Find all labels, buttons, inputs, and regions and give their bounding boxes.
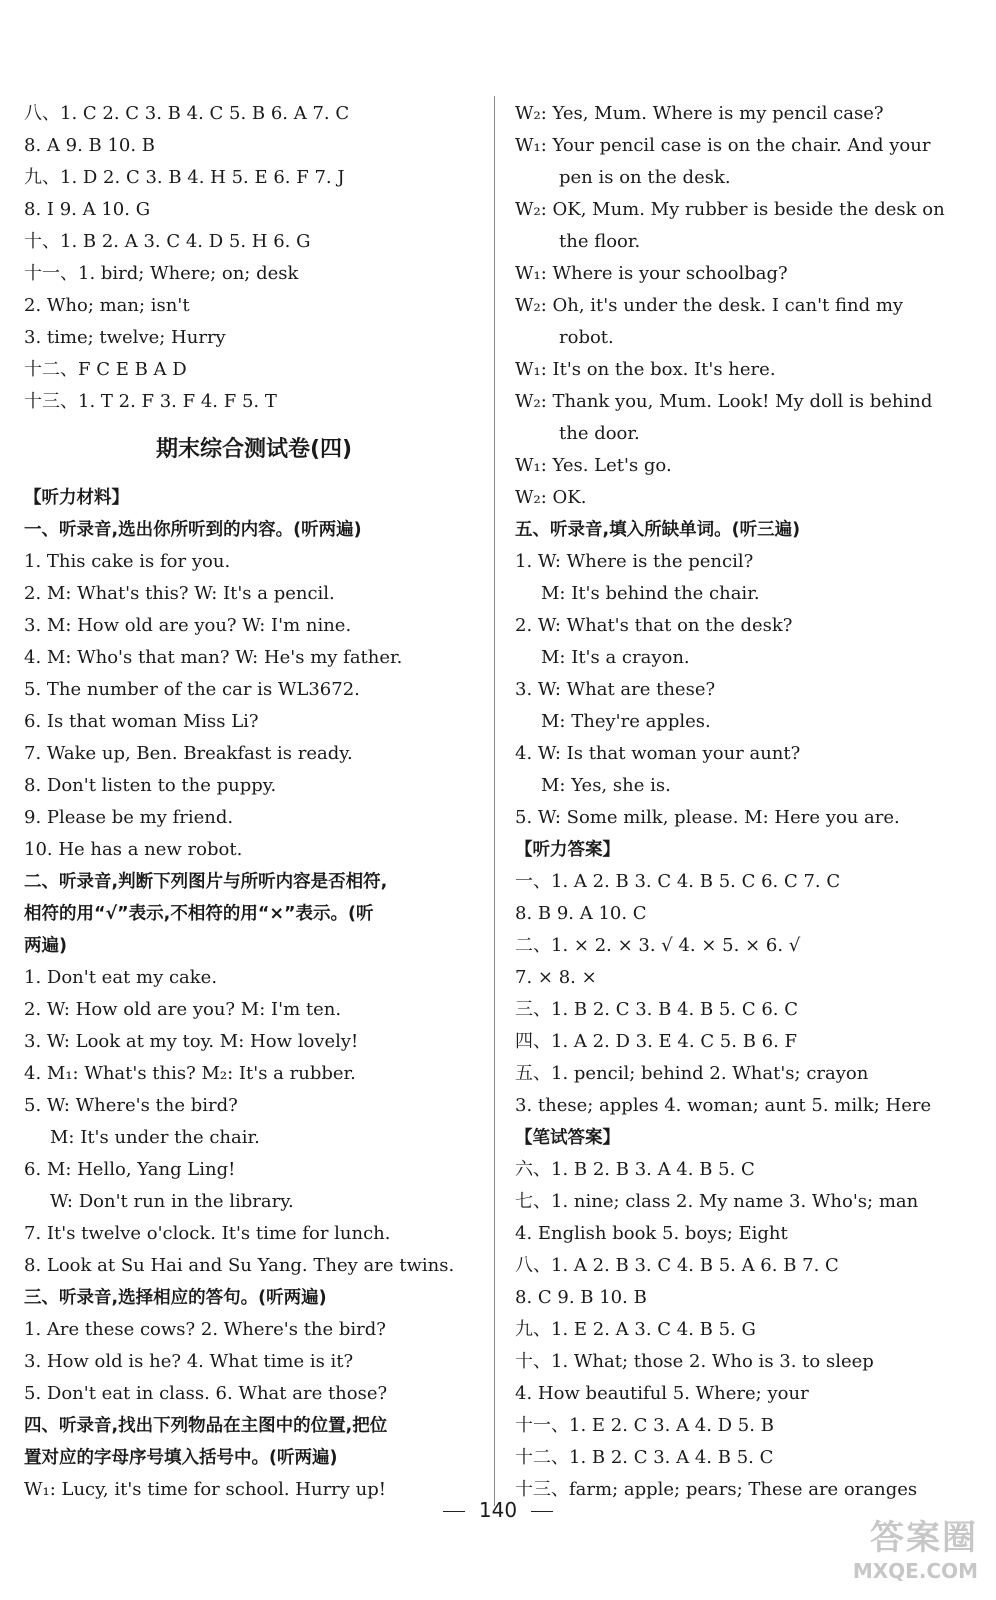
section-heading: 一、听录音,选出你所听到的内容。(听两遍) bbox=[24, 520, 362, 540]
text-line: 4. W: Is that woman your aunt? bbox=[515, 743, 801, 764]
text-line: W₂: OK. bbox=[515, 487, 587, 508]
text-line: 九、1. D 2. C 3. B 4. H 5. E 6. F 7. J bbox=[24, 167, 345, 188]
text-line: M: Yes, she is. bbox=[541, 775, 671, 796]
text-line: 3. How old is he? 4. What time is it? bbox=[24, 1351, 354, 1372]
section-heading: 三、听录音,选择相应的答句。(听两遍) bbox=[24, 1288, 327, 1308]
section-heading: 两遍) bbox=[24, 936, 67, 956]
section-heading: 【听力材料】 bbox=[24, 488, 129, 508]
text-line: 2. W: What's that on the desk? bbox=[515, 615, 793, 636]
text-line: 6. M: Hello, Yang Ling! bbox=[24, 1159, 236, 1180]
section-heading: 四、听录音,找出下列物品在主图中的位置,把位 bbox=[24, 1416, 388, 1436]
section-heading: 置对应的字母序号填入括号中。(听两遍) bbox=[24, 1448, 338, 1468]
left-column bbox=[24, 98, 484, 1506]
section-title: 期末综合测试卷(四) bbox=[155, 437, 353, 462]
text-line: 8. I 9. A 10. G bbox=[24, 199, 151, 220]
text-line: 5. Don't eat in class. 6. What are those? bbox=[24, 1383, 388, 1404]
text-line: W₂: Thank you, Mum. Look! My doll is behind bbox=[515, 391, 933, 412]
text-line: 七、1. nine; class 2. My name 3. Who's; man bbox=[515, 1191, 919, 1212]
text-line: W₂: Yes, Mum. Where is my pencil case? bbox=[515, 103, 884, 124]
text-line: the door. bbox=[559, 423, 640, 444]
text-line: the floor. bbox=[559, 231, 641, 252]
text-line: 2. Who; man; isn't bbox=[24, 295, 190, 316]
text-line: W₁: Yes. Let's go. bbox=[515, 455, 672, 476]
text-line: 4. How beautiful 5. Where; your bbox=[515, 1383, 809, 1404]
footer-dash-left bbox=[443, 1511, 465, 1512]
text-line: W₁: Where is your schoolbag? bbox=[515, 263, 788, 284]
text-line: 5. W: Where's the bird? bbox=[24, 1095, 238, 1116]
text-line: 1. This cake is for you. bbox=[24, 551, 231, 572]
text-line: 十三、1. T 2. F 3. F 4. F 5. T bbox=[24, 391, 277, 412]
text-line: 十、1. B 2. A 3. C 4. D 5. H 6. G bbox=[24, 231, 311, 252]
section-heading: 相符的用“√”表示,不相符的用“×”表示。(听 bbox=[24, 904, 374, 924]
text-line: 7. It's twelve o'clock. It's time for lunch. bbox=[24, 1223, 391, 1244]
text-line: 4. English book 5. boys; Eight bbox=[515, 1223, 788, 1244]
text-line: 五、1. pencil; behind 2. What's; crayon bbox=[515, 1063, 869, 1084]
text-line: 一、1. A 2. B 3. C 4. B 5. C 6. C 7. C bbox=[515, 871, 841, 892]
text-line: W: Don't run in the library. bbox=[50, 1191, 294, 1212]
text-line: 7. × 8. × bbox=[515, 967, 597, 988]
text-line: 3. W: What are these? bbox=[515, 679, 716, 700]
text-line: 3. W: Look at my toy. M: How lovely! bbox=[24, 1031, 359, 1052]
text-line: 5. The number of the car is WL3672. bbox=[24, 679, 360, 700]
footer-dash-right bbox=[531, 1511, 553, 1512]
text-line: 2. M: What's this? W: It's a pencil. bbox=[24, 583, 335, 604]
right-column bbox=[515, 98, 980, 1506]
text-line: M: It's under the chair. bbox=[50, 1127, 260, 1148]
text-line: robot. bbox=[559, 327, 614, 348]
text-line: 4. M₁: What's this? M₂: It's a rubber. bbox=[24, 1063, 356, 1084]
text-line: 3. time; twelve; Hurry bbox=[24, 327, 226, 348]
text-line: W₂: Oh, it's under the desk. I can't find my bbox=[515, 295, 904, 316]
text-line: 九、1. E 2. A 3. C 4. B 5. G bbox=[515, 1319, 756, 1340]
text-line: 十三、farm; apple; pears; These are oranges bbox=[515, 1479, 918, 1500]
text-line: 十二、1. B 2. C 3. A 4. B 5. C bbox=[515, 1447, 774, 1468]
text-line: 1. Are these cows? 2. Where's the bird? bbox=[24, 1319, 386, 1340]
text-line: 十一、1. E 2. C 3. A 4. D 5. B bbox=[515, 1415, 774, 1436]
text-line: 1. W: Where is the pencil? bbox=[515, 551, 754, 572]
text-line: 8. Don't listen to the puppy. bbox=[24, 775, 277, 796]
text-line: W₁: Lucy, it's time for school. Hurry up! bbox=[24, 1479, 387, 1500]
page-number: 140 bbox=[478, 1498, 518, 1522]
watermark-url: MXQE.COM bbox=[852, 1559, 978, 1583]
text-line: 六、1. B 2. B 3. A 4. B 5. C bbox=[515, 1159, 755, 1180]
text-line: 6. Is that woman Miss Li? bbox=[24, 711, 259, 732]
text-line: 8. Look at Su Hai and Su Yang. They are twins. bbox=[24, 1255, 455, 1276]
text-line: 四、1. A 2. D 3. E 4. C 5. B 6. F bbox=[515, 1031, 798, 1052]
section-heading: 【笔试答案】 bbox=[515, 1128, 620, 1148]
text-line: 7. Wake up, Ben. Breakfast is ready. bbox=[24, 743, 353, 764]
text-line: 8. B 9. A 10. C bbox=[515, 903, 647, 924]
text-line: W₁: Your pencil case is on the chair. And your bbox=[515, 135, 931, 156]
text-line: 8. A 9. B 10. B bbox=[24, 135, 156, 156]
text-line: 八、1. A 2. B 3. C 4. B 5. A 6. B 7. C bbox=[515, 1255, 839, 1276]
text-line: 9. Please be my friend. bbox=[24, 807, 234, 828]
watermark-logo-text: 答案圈 bbox=[870, 1518, 978, 1558]
text-line: 十一、1. bird; Where; on; desk bbox=[24, 263, 299, 284]
text-line: 5. W: Some milk, please. M: Here you are. bbox=[515, 807, 900, 828]
text-line: 十、1. What; those 2. Who is 3. to sleep bbox=[515, 1351, 874, 1372]
text-line: 八、1. C 2. C 3. B 4. C 5. B 6. A 7. C bbox=[24, 103, 350, 124]
text-line: M: It's behind the chair. bbox=[541, 583, 760, 604]
text-line: 4. M: Who's that man? W: He's my father. bbox=[24, 647, 403, 668]
text-line: 1. Don't eat my cake. bbox=[24, 967, 218, 988]
text-line: pen is on the desk. bbox=[559, 167, 731, 188]
column-divider bbox=[494, 96, 495, 1506]
section-heading: 【听力答案】 bbox=[515, 840, 620, 860]
text-line: 三、1. B 2. C 3. B 4. B 5. C 6. C bbox=[515, 999, 798, 1020]
site-watermark bbox=[778, 1510, 978, 1590]
text-line: 二、1. × 2. × 3. √ 4. × 5. × 6. √ bbox=[515, 935, 801, 956]
text-line: 3. these; apples 4. woman; aunt 5. milk; Here bbox=[515, 1095, 932, 1116]
text-line: 10. He has a new robot. bbox=[24, 839, 243, 860]
text-line: W₂: OK, Mum. My rubber is beside the desk on bbox=[515, 199, 945, 220]
text-line: W₁: It's on the box. It's here. bbox=[515, 359, 776, 380]
text-line: 2. W: How old are you? M: I'm ten. bbox=[24, 999, 342, 1020]
text-line: 8. C 9. B 10. B bbox=[515, 1287, 647, 1308]
text-line: 十二、F C E B A D bbox=[24, 359, 187, 380]
text-line: M: It's a crayon. bbox=[541, 647, 690, 668]
text-line: 3. M: How old are you? W: I'm nine. bbox=[24, 615, 352, 636]
text-line: M: They're apples. bbox=[541, 711, 711, 732]
section-heading: 五、听录音,填入所缺单词。(听三遍) bbox=[515, 520, 801, 540]
section-heading: 二、听录音,判断下列图片与所听内容是否相符, bbox=[24, 872, 388, 892]
